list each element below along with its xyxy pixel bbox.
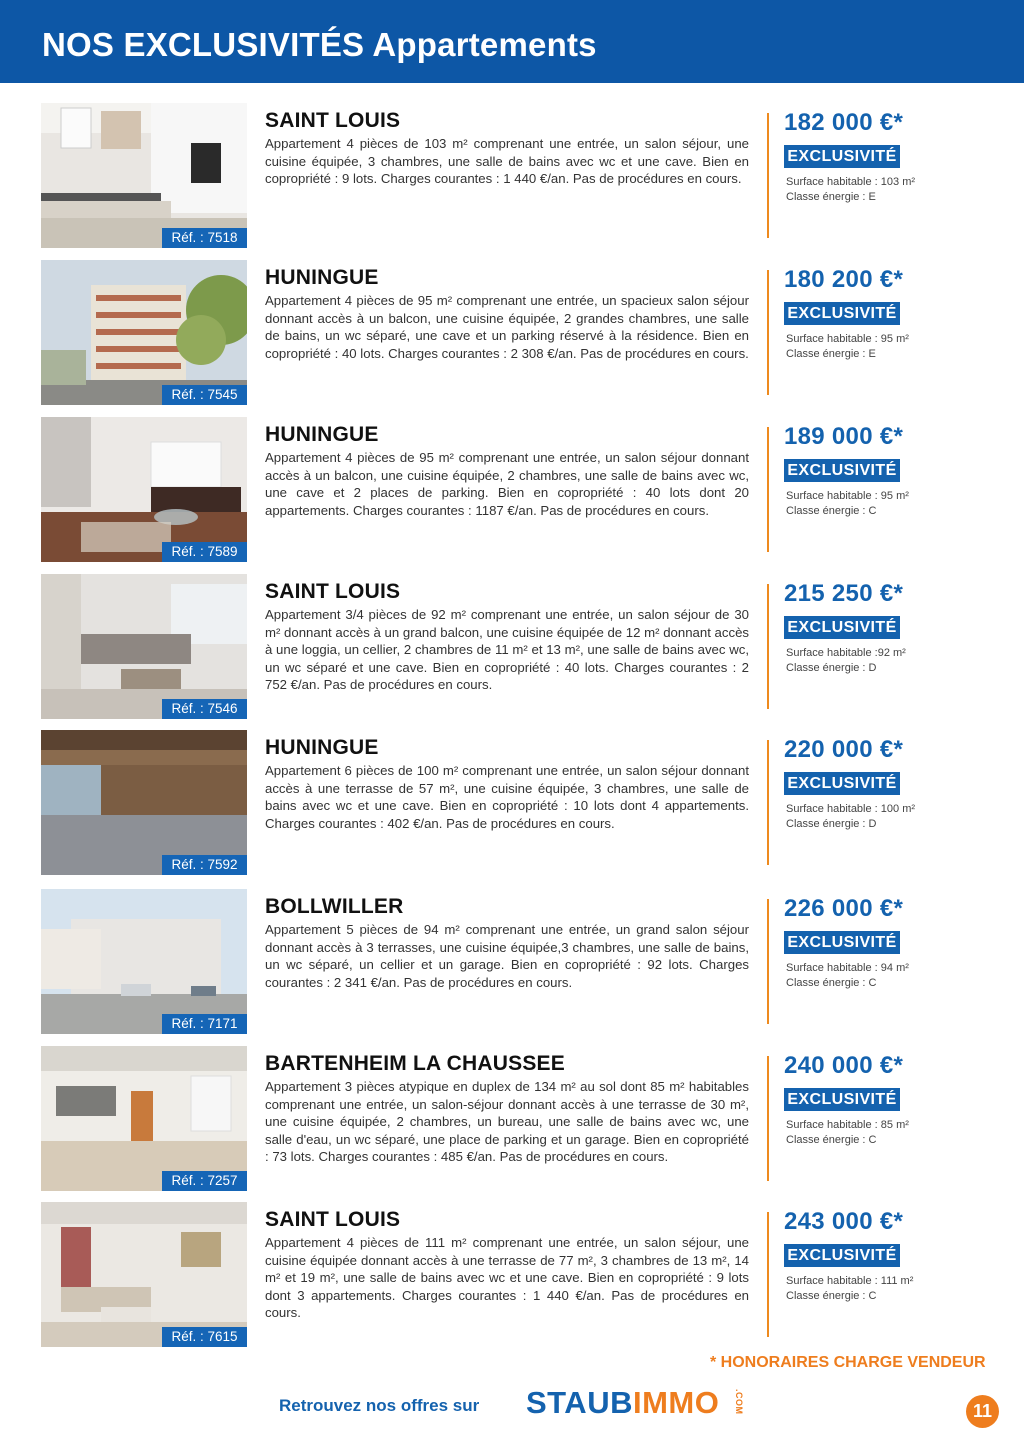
exclusivity-badge: EXCLUSIVITÉ (784, 772, 900, 795)
staubimmo-logo[interactable] (526, 1385, 744, 1421)
energy-class: Classe énergie : C (786, 505, 877, 517)
listing-price: 180 200 €* (784, 266, 904, 293)
listing-city: HUNINGUE (265, 266, 379, 289)
reference-label: Réf. : 7257 (162, 1171, 247, 1191)
listing-photo[interactable] (41, 1202, 247, 1347)
listing-city: HUNINGUE (265, 423, 379, 446)
exclusivity-badge: EXCLUSIVITÉ (784, 1088, 900, 1111)
reference-label: Réf. : 7592 (162, 855, 247, 875)
surface-area: Surface habitable : 95 m² (786, 333, 909, 345)
listing-price: 182 000 €* (784, 109, 904, 136)
energy-class: Classe énergie : C (786, 1134, 877, 1146)
surface-area: Surface habitable : 94 m² (786, 962, 909, 974)
listing[interactable] (0, 730, 1024, 877)
reference-label: Réf. : 7589 (162, 542, 247, 562)
energy-class: Classe énergie : E (786, 348, 876, 360)
listing-price: 189 000 €* (784, 423, 904, 450)
listing-description: Appartement 4 pièces de 95 m² comprenant une entrée, un salon séjour donnant accès à un balcon, une cuisine équipée, 2 chambres, une salle de bains avec wc, une cave et 2 places de parking. Bien en copropriété : 40 lots dont 20 appartements. Charges courantes : 1187 €/an. Pas de procédures en cours. (265, 450, 749, 518)
exclusivity-badge: EXCLUSIVITÉ (784, 459, 900, 482)
listing-description: Appartement 3/4 pièces de 92 m² comprenant une entrée, un salon séjour de 30 m² donnant accès à un grand balcon, une cuisine équipée de 12 m² donnant accès à une loggia, un cellier, 2 chambres de 11 m² et 13 m², une salle de bains avec wc, un wc séparé et une cave. Bien en copropriété : 40 lots. Charges courantes : 2 752 €/an. Pas de procédures en cours. (265, 607, 749, 693)
surface-area: Surface habitable : 85 m² (786, 1119, 909, 1131)
find-offers-text: Retrouvez nos offres sur (279, 1396, 480, 1415)
surface-area: Surface habitable : 100 m² (786, 803, 916, 815)
logo-part-immo: IMMO (632, 1385, 720, 1420)
listing-price: 226 000 €* (784, 895, 904, 922)
residence-photo-icon (41, 889, 247, 1034)
divider (767, 427, 769, 552)
listing-city: BARTENHEIM LA CHAUSSEE (265, 1052, 565, 1075)
listing-description: Appartement 6 pièces de 100 m² comprenant une entrée, un salon séjour donnant accès à une terrasse de 57 m², une cuisine équipée, 3 chambres, une salle de bains avec wc et une cave. Bien en copropriété : 10 lots dont 4 appartements. Charges courantes : 402 €/an. Pas de procédures en cours. (265, 763, 749, 831)
listing[interactable] (0, 417, 1024, 564)
sofa-room-photo-icon (41, 574, 247, 719)
divider (767, 270, 769, 395)
listing-photo[interactable] (41, 574, 247, 719)
listing-price: 215 250 €* (784, 580, 904, 607)
living-room-photo-icon (41, 417, 247, 562)
energy-class: Classe énergie : D (786, 818, 877, 830)
exclusivity-badge: EXCLUSIVITÉ (784, 616, 900, 639)
exclusivity-badge: EXCLUSIVITÉ (784, 1244, 900, 1267)
page-title: NOS EXCLUSIVITÉS Appartements (42, 26, 597, 63)
exclusivity-badge: EXCLUSIVITÉ (784, 302, 900, 325)
reference-label: Réf. : 7615 (162, 1327, 247, 1347)
surface-area: Surface habitable :92 m² (786, 647, 906, 659)
lounge-photo-icon (41, 1202, 247, 1347)
surface-area: Surface habitable : 111 m² (786, 1275, 914, 1287)
listing-description: Appartement 5 pièces de 94 m² comprenant une entrée, un grand salon séjour donnant accès à 3 terrasses, une cuisine équipée,3 chambres, une salle de bains, un wc séparé, un cellier et un garage. Bien en copropriété : 92 lots. Charges courantes : 2 341 €/an. Pas de procédures en cours. (265, 922, 749, 990)
terrace-photo-icon (41, 730, 247, 875)
listing[interactable] (0, 889, 1024, 1036)
listing-price: 220 000 €* (784, 736, 904, 763)
surface-area: Surface habitable : 103 m² (786, 176, 916, 188)
listing-photo[interactable] (41, 260, 247, 405)
page-number: 11 (966, 1395, 999, 1428)
listing-price: 240 000 €* (784, 1052, 904, 1079)
energy-class: Classe énergie : E (786, 191, 876, 203)
logo-part-staub: STAUB (526, 1385, 633, 1420)
listing[interactable] (0, 1202, 1024, 1349)
listing-city: SAINT LOUIS (265, 1208, 401, 1231)
fee-note: * HONORAIRES CHARGE VENDEUR (710, 1354, 986, 1371)
listing[interactable] (0, 1046, 1024, 1193)
listing-photo[interactable] (41, 417, 247, 562)
divider (767, 113, 769, 238)
listing-price: 243 000 €* (784, 1208, 904, 1235)
kitchen-photo-icon (41, 103, 247, 248)
listing-photo[interactable] (41, 730, 247, 875)
energy-class: Classe énergie : C (786, 977, 877, 989)
divider (767, 1212, 769, 1337)
listing-description: Appartement 4 pièces de 103 m² comprenant une entrée, un salon séjour, une cuisine équipée, 3 chambres, une salle de bains avec wc et une cave. Bien en copropriété : 9 lots. Charges courantes : 1 440 €/an. Pas de procédures en cours. (265, 136, 749, 187)
listing-city: SAINT LOUIS (265, 580, 401, 603)
listing-city: HUNINGUE (265, 736, 379, 759)
divider (767, 1056, 769, 1181)
listing[interactable] (0, 103, 1024, 250)
exclusivity-badge: EXCLUSIVITÉ (784, 145, 900, 168)
listing-photo[interactable] (41, 1046, 247, 1191)
energy-class: Classe énergie : D (786, 662, 877, 674)
building-photo-icon (41, 260, 247, 405)
energy-class: Classe énergie : C (786, 1290, 877, 1302)
divider (767, 584, 769, 709)
reference-label: Réf. : 7546 (162, 699, 247, 719)
listing-description: Appartement 4 pièces de 111 m² comprenant une entrée, un salon séjour, une cuisine équipée donnant accès à une terrasse de 77 m², 3 chambres de 13 m², 14 m² et 19 m², une salle de bains avec wc et une cave. Bien en copropriété : 9 lots dont 3 appartements. Charges courantes : 1 440 €/an. Pas de procédures en cours. (265, 1235, 749, 1321)
logo-part-com: .COM (734, 1389, 744, 1415)
listing-city: SAINT LOUIS (265, 109, 401, 132)
duplex-photo-icon (41, 1046, 247, 1191)
reference-label: Réf. : 7545 (162, 385, 247, 405)
listing[interactable] (0, 260, 1024, 407)
reference-label: Réf. : 7171 (162, 1014, 247, 1034)
reference-label: Réf. : 7518 (162, 228, 247, 248)
listing-description: Appartement 4 pièces de 95 m² comprenant une entrée, un spacieux salon séjour donnant accès à un balcon, une cuisine équipée, 2 grandes chambres, une salle de bains, un wc séparé, une cave et un parking réservé à la résidence. Bien en copropriété : 40 lots. Charges courantes : 2 308 €/an. Pas de procédures en cours. (265, 293, 749, 361)
surface-area: Surface habitable : 95 m² (786, 490, 909, 502)
divider (767, 740, 769, 865)
listing-photo[interactable] (41, 889, 247, 1034)
listing-photo[interactable] (41, 103, 247, 248)
listing[interactable] (0, 574, 1024, 721)
exclusivity-badge: EXCLUSIVITÉ (784, 931, 900, 954)
listing-city: BOLLWILLER (265, 895, 404, 918)
listing-description: Appartement 3 pièces atypique en duplex de 134 m² au sol dont 85 m² habitables comprenant une entrée, un salon-séjour donnant accès à une terrasse de 30 m², une cuisine équipée, 2 chambres, un bureau, une salle de bains avec wc, une salle d'eau, un wc séparé, une place de parking et un garage. Bien en copropriété : 73 lots. Charges courantes : 485 €/an. Pas de procédures en cours. (265, 1079, 749, 1165)
divider (767, 899, 769, 1024)
page-header (0, 0, 1024, 83)
